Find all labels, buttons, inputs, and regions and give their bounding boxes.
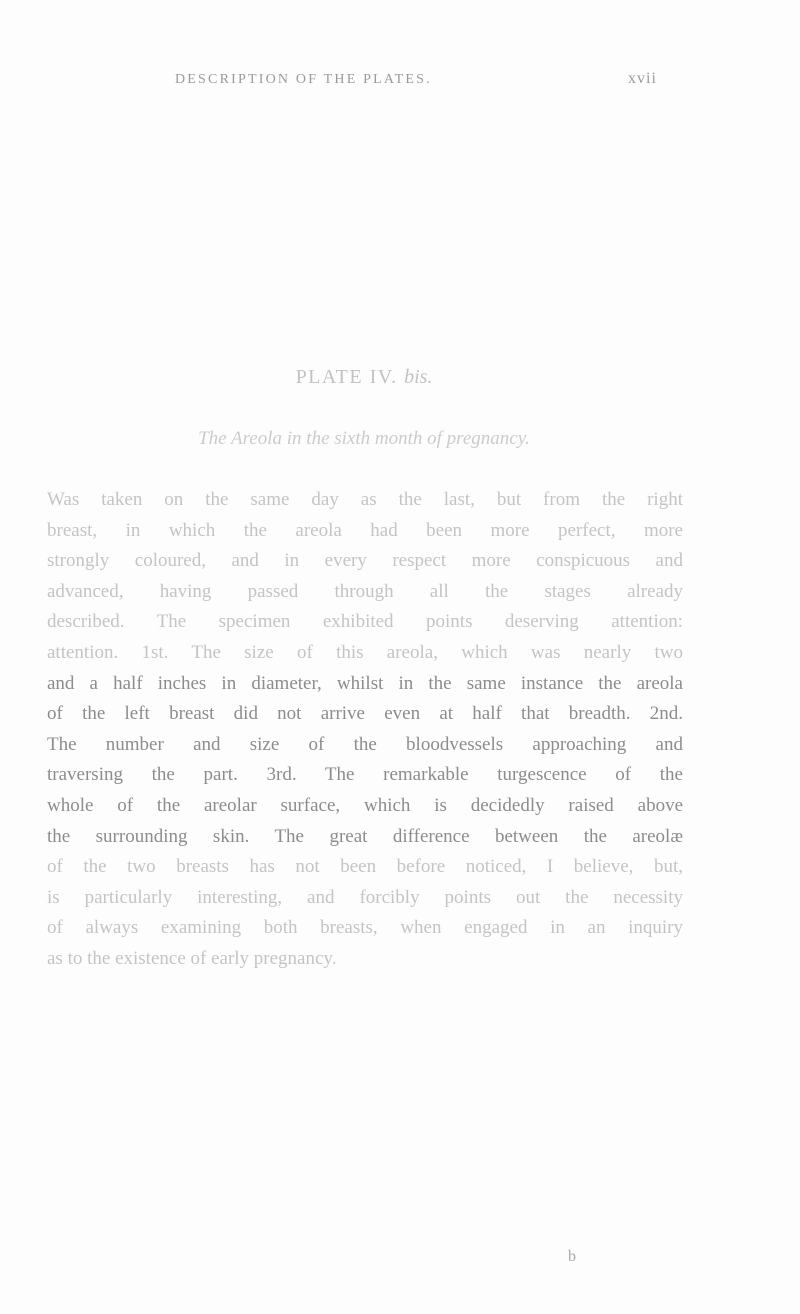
text-line: Was taken on the same day as the last, but from the right bbox=[47, 489, 683, 510]
text-line: traversing the part. 3rd. The remarkable turgescence of the bbox=[47, 764, 683, 786]
text-line: the surrounding skin. The great difference between the areolæ bbox=[47, 825, 683, 847]
text-line: of always examining both breasts, when engaged in an inquiry bbox=[47, 917, 683, 939]
text-line: strongly coloured, and in every respect more conspicuous and bbox=[47, 550, 683, 572]
running-head bbox=[0, 72, 800, 96]
text-line: attention. 1st. The size of this areola, which was nearly two bbox=[47, 641, 683, 663]
text-line: of the two breasts has not been before noticed, I believe, but, bbox=[47, 856, 683, 878]
plate-description bbox=[47, 485, 683, 975]
text-line: as to the existence of early pregnancy. bbox=[47, 947, 337, 969]
plate-title: PLATE IV. bbox=[295, 366, 398, 388]
page-number: xvii bbox=[628, 70, 657, 87]
plate-heading bbox=[0, 366, 728, 389]
signature-mark: b bbox=[568, 1248, 576, 1265]
text-line: described. The specimen exhibited points deserving attention: bbox=[47, 611, 683, 633]
text-line: breast, in which the areola had been more perfect, more bbox=[47, 519, 683, 541]
text-line: advanced, having passed through all the stages already bbox=[47, 580, 683, 602]
plate-subtitle: The Areola in the sixth month of pregnancy. bbox=[198, 428, 530, 449]
text-line: whole of the areolar surface, which is decidedly raised above bbox=[47, 794, 683, 816]
text-line: and a half inches in diameter, whilst in the same instance the areola bbox=[47, 672, 683, 694]
plate-title-suffix: bis. bbox=[404, 366, 433, 388]
text-line: of the left breast did not arrive even at half that breadth. 2nd. bbox=[47, 703, 683, 725]
running-title: DESCRIPTION OF THE PLATES. bbox=[175, 72, 432, 87]
text-line: is particularly interesting, and forcibly points out the necessity bbox=[47, 886, 683, 908]
text-line: The number and size of the bloodvessels approaching and bbox=[47, 733, 683, 755]
